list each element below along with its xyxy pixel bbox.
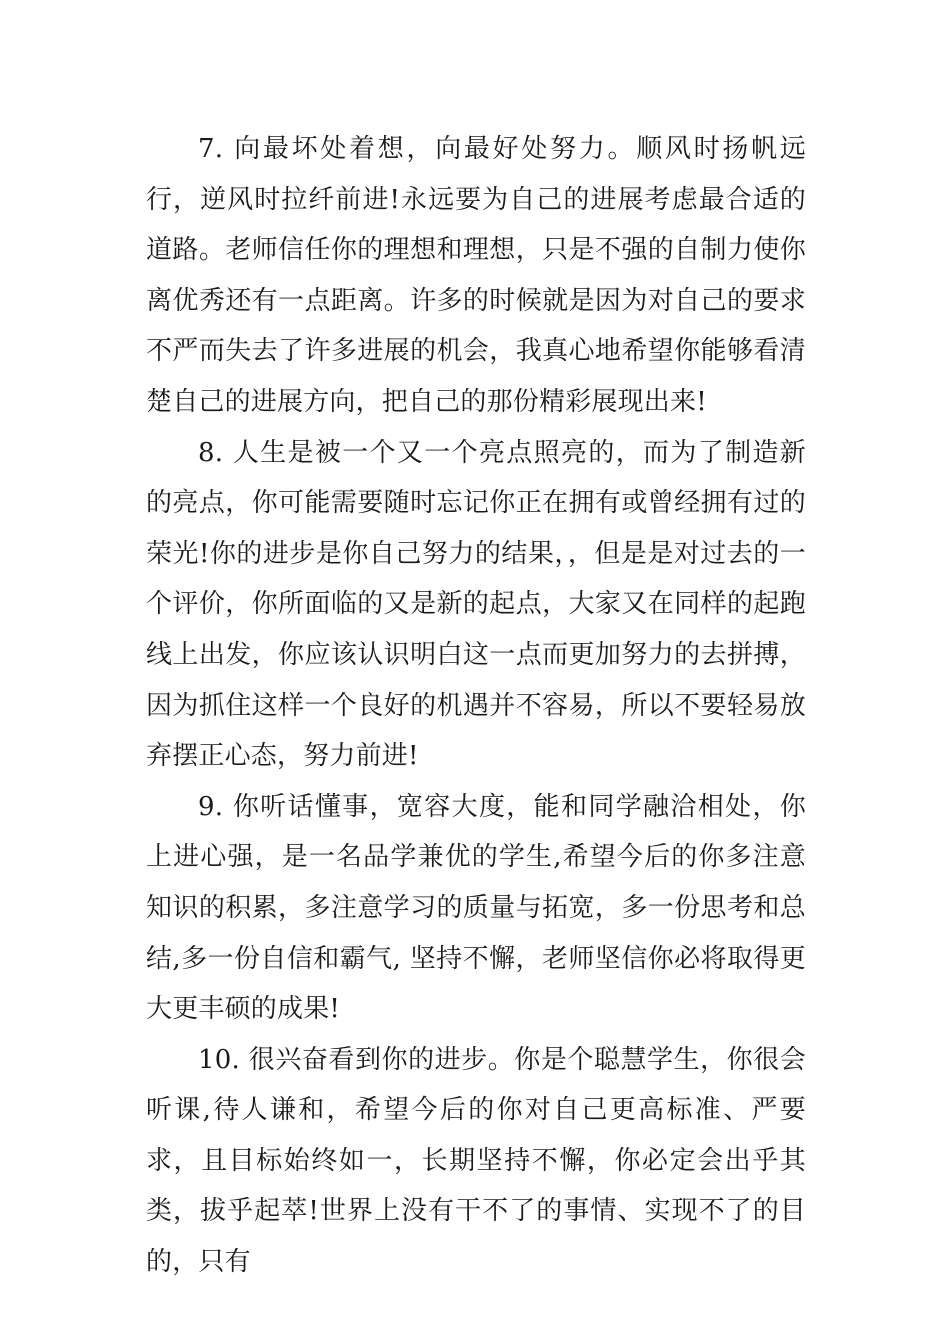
paragraph-9: 9. 你听话懂事，宽容大度，能和同学融洽相处，你上进心强，是一名品学兼优的学生,希望今后的你多注意知识的积累，多注意学习的质量与拓宽，多一份思考和总结,多一份自信和霸气, 坚持不懈，老师坚信你必将取得更大更丰硕的成果! [146, 791, 806, 1025]
paragraph-8: 8. 人生是被一个又一个亮点照亮的，而为了制造新的亮点，你可能需要随时忘记你正在拥有或曾经拥有过的荣光!你的进步是你自己努力的结果，，但是是对过去的一个评价，你所面临的又是新的起点，大家又在同样的起跑线上出发，你应该认识明白这一点而更加努力的去拼搏，因为抓住这样一个良好的机遇并不容易，所以不要轻易放弃摆正心态，努力前进! [146, 437, 806, 772]
document-body [146, 124, 806, 1288]
paragraph-10: 10. 很兴奋看到你的进步。你是个聪慧学生，你很会听课,待人谦和，希望今后的你对自己更高标准、严要求，且目标始终如一，长期坚持不懈，你必定会出乎其类，拔乎起萃!世界上没有干不了的事情、实现不了的目的，只有 [146, 1044, 806, 1278]
paragraph-7: 7. 向最坏处着想，向最好处努力。顺风时扬帆远行，逆风时拉纤前进!永远要为自己的进展考虑最合适的道路。老师信任你的理想和理想，只是不强的自制力使你离优秀还有一点距离。许多的时候就是因为对自己的要求不严而失去了许多进展的机会，我真心地希望你能够看清楚自己的进展方向，把自己的那份精彩展现出来! [146, 134, 806, 417]
